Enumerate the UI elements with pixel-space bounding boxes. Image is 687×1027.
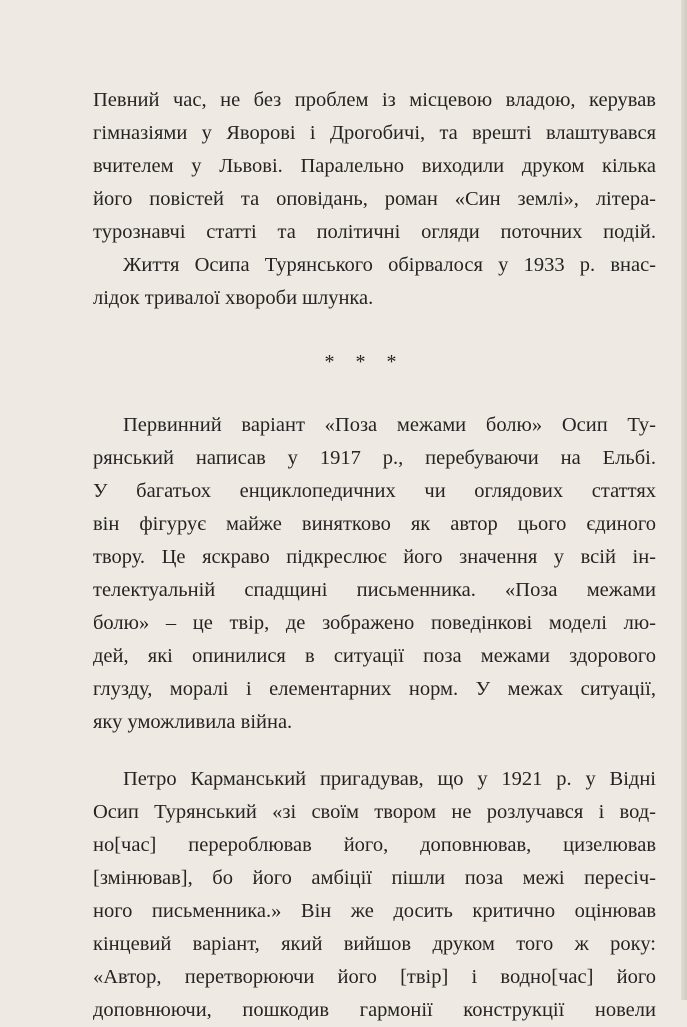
text-line: болю» – це твір, де зображено поведінкові моделі лю- [93,612,656,634]
paragraph-death [93,249,656,315]
text-line: доповнюючи, пошкодив гармонії конструкції новели [93,999,656,1021]
text-line: Певний час, не без проблем із місцевою владою, керував [93,89,656,111]
paragraph-career [93,84,656,249]
text-line: рянський написав у 1917 р., перебуваючи на Ельбі. [93,447,656,469]
section-separator: * * * [324,351,405,373]
text-line: Життя Осипа Турянського обірвалося у 1933 р. внас- [123,254,656,276]
text-line: У багатьох енциклопедичних чи оглядових статтях [93,480,656,502]
text-line: гімназіями у Яворові і Дрогобичі, та врешті влаштувався [93,122,656,144]
text-line: дей, які опинилися в ситуації поза межами здорового [93,645,656,667]
text-line: кінцевий варіант, який вийшов друком того ж року: [93,933,656,955]
text-line: лідок тривалої хвороби шлунка. [93,287,374,309]
text-line: глузду, моралі і елементарних норм. У межах ситуації, [93,678,656,700]
page-edge-shadow [681,0,687,1000]
text-line: «Автор, перетворюючи його [твір] і водно[час] його [93,966,656,988]
book-page [93,84,656,1027]
paragraph-karmanskyi [93,763,656,1027]
text-line: яку уможливила війна. [93,711,293,733]
text-line: Осип Турянський «зі своїм твором не розлучався і вод- [93,801,656,823]
text-line: вчителем у Львові. Паралельно виходили друком кілька [93,155,656,177]
text-line: телектуальній спадщині письменника. «Поза межами [93,579,656,601]
text-line: його повістей та оповідань, роман «Син землі», літера- [93,188,656,210]
text-line: ного письменника.» Він же досить критично оцінював [93,900,656,922]
text-line: [змінював], бо його амбіції пішли поза межі пересіч- [93,867,656,889]
text-line: Петро Карманський пригадував, що у 1921 р. у Відні [123,768,656,790]
text-line: турознавчі статті та політичні огляди поточних подій. [93,221,656,243]
text-line: твору. Це яскраво підкреслює його значення у всій ін- [93,546,656,568]
paragraph-novel [93,409,656,739]
text-line: він фігурує майже винятково як автор цього єдиного [93,513,656,535]
text-line: но[час] перероблював його, доповнював, цизелював [93,834,656,856]
text-line: Первинний варіант «Поза межами болю» Осип Ту- [123,414,656,436]
